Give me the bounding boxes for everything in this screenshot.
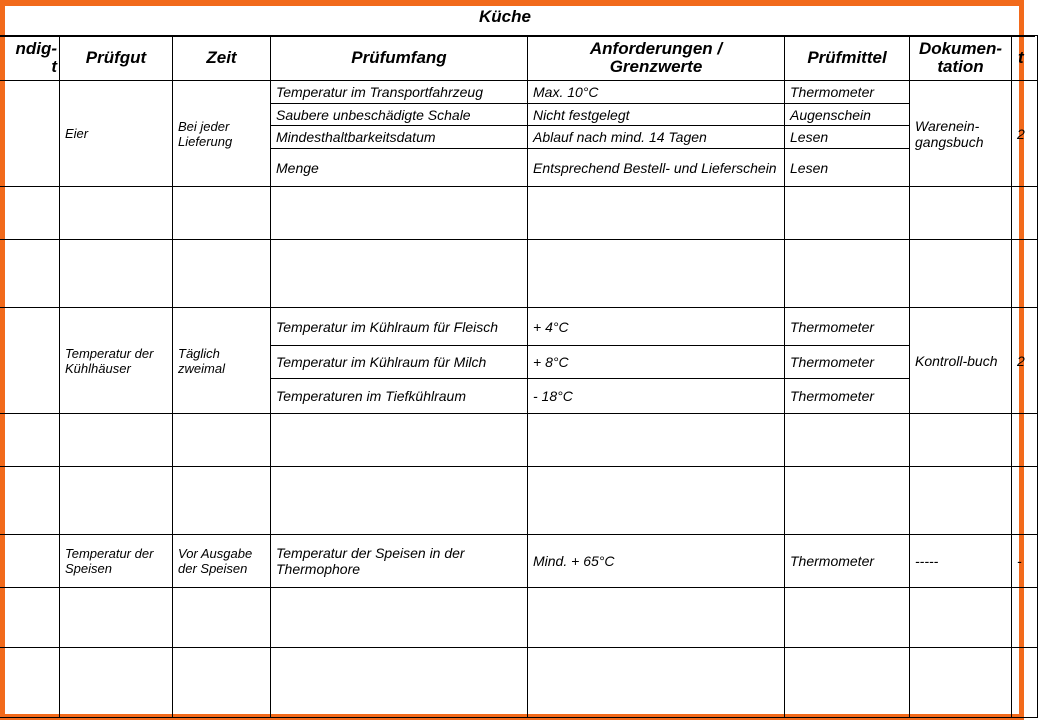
empty-cell (785, 187, 910, 240)
cell-anforderung: Max. 10°C (528, 81, 785, 104)
header-row (0, 36, 1038, 81)
cell-pruefgut: Temperatur der Speisen (60, 535, 173, 588)
cell-pruefgut: Temperatur der Kühlhäuser (60, 308, 173, 414)
cell-pruefmittel: Thermometer (785, 81, 910, 104)
table-row (0, 535, 1038, 588)
empty-cell (910, 414, 1012, 467)
empty-cell (271, 187, 528, 240)
cell-dokumentation: Warenein-gangsbuch (910, 81, 1012, 187)
document-page (0, 6, 1035, 716)
empty-cell (271, 467, 528, 535)
empty-cell (910, 187, 1012, 240)
cell-dokumentation: Kontroll-buch (910, 308, 1012, 414)
cell-pruefumfang: Temperatur der Speisen in der Thermophore (271, 535, 528, 588)
empty-cell (528, 467, 785, 535)
table-row (0, 308, 1038, 346)
header-anforderungen-line2: Grenzwerte (609, 57, 703, 76)
empty-row (0, 648, 1038, 718)
cell-pruefumfang: Mindesthaltbarkeitsdatum (271, 126, 528, 149)
empty-cell (173, 648, 271, 718)
cell-anforderung: - 18°C (528, 379, 785, 414)
title-row (0, 6, 1035, 37)
header-pruefmittel: Prüfmittel (785, 36, 910, 81)
empty-cell (60, 467, 173, 535)
cell-pruefmittel: Thermometer (785, 308, 910, 346)
empty-cell (271, 648, 528, 718)
empty-cell (1012, 467, 1038, 535)
cell-zustaendigkeit (0, 308, 60, 414)
cell-pruefmittel: Lesen (785, 149, 910, 187)
header-zeit: Zeit (173, 36, 271, 81)
header-zustaendigkeit-line1: ndig- (15, 39, 57, 58)
empty-cell (60, 588, 173, 648)
header-anforderungen-line1: Anforderungen / (589, 39, 723, 58)
empty-cell (0, 414, 60, 467)
header-dokumentation-line2: tation (937, 57, 984, 76)
cell-pruefgut: Eier (60, 81, 173, 187)
empty-cell (173, 414, 271, 467)
cell-pruefmittel: Thermometer (785, 379, 910, 414)
cell-pruefumfang: Menge (271, 149, 528, 187)
empty-cell (785, 467, 910, 535)
cell-dokumentation: ----- (910, 535, 1012, 588)
empty-cell (910, 240, 1012, 308)
inspection-table (0, 35, 1038, 718)
empty-cell (271, 414, 528, 467)
cell-zustaendigkeit (0, 81, 60, 187)
empty-cell (528, 588, 785, 648)
cell-anforderung: Ablauf nach mind. 14 Tagen (528, 126, 785, 149)
empty-cell (785, 648, 910, 718)
header-dokumentation (910, 36, 1012, 81)
empty-cell (0, 467, 60, 535)
empty-cell (173, 240, 271, 308)
empty-cell (528, 648, 785, 718)
cell-pruefumfang: Temperaturen im Tiefkühlraum (271, 379, 528, 414)
empty-cell (1012, 187, 1038, 240)
header-anforderungen (528, 36, 785, 81)
empty-cell (60, 187, 173, 240)
empty-cell (173, 187, 271, 240)
empty-row (0, 467, 1038, 535)
page-title: Küche (479, 7, 531, 26)
cell-zeit: Täglich zweimal (173, 308, 271, 414)
cell-pruefumfang: Temperatur im Kühlraum für Milch (271, 346, 528, 379)
empty-cell (910, 648, 1012, 718)
empty-cell (1012, 648, 1038, 718)
empty-row (0, 414, 1038, 467)
empty-cell (528, 240, 785, 308)
empty-cell (528, 187, 785, 240)
empty-cell (528, 414, 785, 467)
header-partial: t (1012, 36, 1038, 81)
cell-anforderung: + 4°C (528, 308, 785, 346)
empty-cell (785, 240, 910, 308)
empty-cell (60, 648, 173, 718)
cell-partial: 2 (1012, 308, 1038, 414)
cell-pruefumfang: Temperatur im Transportfahrzeug (271, 81, 528, 104)
empty-cell (785, 588, 910, 648)
empty-cell (0, 187, 60, 240)
empty-cell (271, 588, 528, 648)
header-zustaendigkeit (0, 36, 60, 81)
cell-zeit: Vor Ausgabe der Speisen (173, 535, 271, 588)
cell-partial: 2 (1012, 81, 1038, 187)
cell-anforderung: + 8°C (528, 346, 785, 379)
cell-zeit: Bei jeder Lieferung (173, 81, 271, 187)
cell-zustaendigkeit (0, 535, 60, 588)
empty-cell (60, 414, 173, 467)
table-row (0, 81, 1038, 104)
header-zustaendigkeit-line2: t (51, 57, 57, 76)
cell-pruefmittel: Thermometer (785, 346, 910, 379)
empty-cell (1012, 240, 1038, 308)
cell-anforderung: Mind. + 65°C (528, 535, 785, 588)
empty-cell (0, 648, 60, 718)
cell-pruefmittel: Lesen (785, 126, 910, 149)
empty-row (0, 588, 1038, 648)
cell-partial: - (1012, 535, 1038, 588)
header-pruefumfang: Prüfumfang (271, 36, 528, 81)
empty-cell (785, 414, 910, 467)
cell-pruefmittel: Augenschein (785, 104, 910, 126)
empty-row (0, 240, 1038, 308)
empty-cell (0, 240, 60, 308)
empty-cell (0, 588, 60, 648)
cell-anforderung: Nicht festgelegt (528, 104, 785, 126)
empty-cell (60, 240, 173, 308)
header-dokumentation-line1: Dokumen- (918, 39, 1003, 58)
empty-cell (173, 467, 271, 535)
cell-pruefmittel: Thermometer (785, 535, 910, 588)
cell-anforderung: Entsprechend Bestell- und Lieferschein (528, 149, 785, 187)
empty-cell (1012, 588, 1038, 648)
cell-pruefumfang: Temperatur im Kühlraum für Fleisch (271, 308, 528, 346)
empty-cell (910, 588, 1012, 648)
empty-cell (173, 588, 271, 648)
empty-row (0, 187, 1038, 240)
header-pruefgut: Prüfgut (60, 36, 173, 81)
empty-cell (271, 240, 528, 308)
empty-cell (910, 467, 1012, 535)
cell-pruefumfang: Saubere unbeschädigte Schale (271, 104, 528, 126)
empty-cell (1012, 414, 1038, 467)
